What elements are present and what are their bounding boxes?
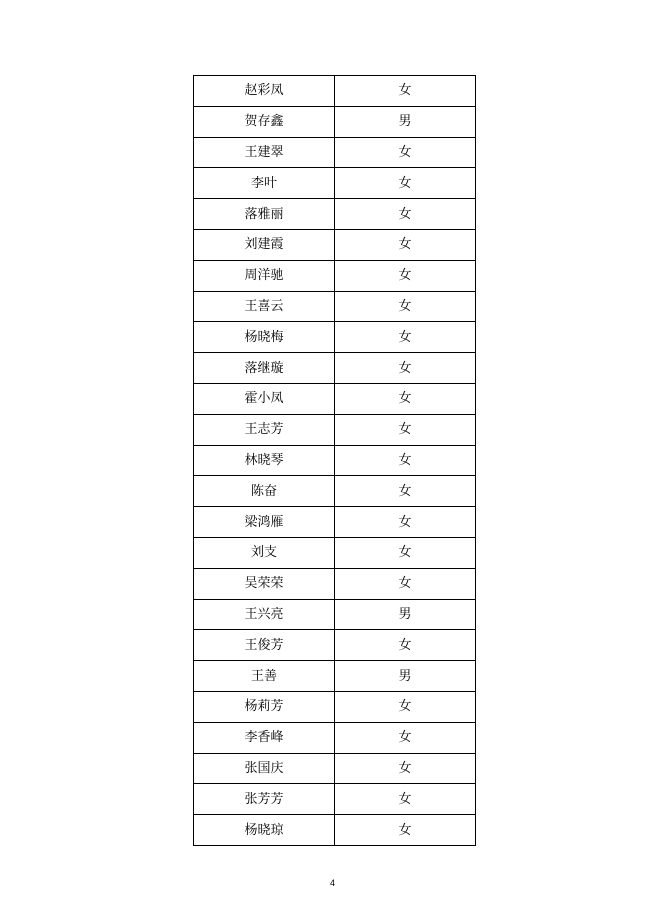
table-row	[194, 260, 476, 291]
gender-cell: 女	[335, 537, 476, 568]
gender-cell: 女	[335, 445, 476, 476]
gender-cell: 女	[335, 691, 476, 722]
name-cell: 周洋驰	[194, 260, 335, 291]
gender-cell: 女	[335, 199, 476, 230]
name-cell: 贺存鑫	[194, 106, 335, 137]
table-row	[194, 753, 476, 784]
table-row	[194, 229, 476, 260]
table-row	[194, 537, 476, 568]
name-cell: 杨莉芳	[194, 691, 335, 722]
table-row	[194, 784, 476, 815]
table-row	[194, 291, 476, 322]
gender-cell: 女	[335, 476, 476, 507]
name-cell: 王喜云	[194, 291, 335, 322]
roster-table	[193, 75, 476, 846]
table-row	[194, 599, 476, 630]
name-cell: 霍小凤	[194, 383, 335, 414]
table-row	[194, 414, 476, 445]
name-cell: 刘建霞	[194, 229, 335, 260]
roster-body	[194, 76, 476, 846]
name-cell: 杨晓梅	[194, 322, 335, 353]
gender-cell: 女	[335, 383, 476, 414]
gender-cell: 女	[335, 568, 476, 599]
gender-cell: 女	[335, 722, 476, 753]
page-number: 4	[329, 878, 335, 888]
name-cell: 王俊芳	[194, 630, 335, 661]
name-cell: 张芳芳	[194, 784, 335, 815]
table-row	[194, 507, 476, 538]
table-row	[194, 322, 476, 353]
gender-cell: 女	[335, 137, 476, 168]
gender-cell: 女	[335, 353, 476, 384]
name-cell: 王善	[194, 661, 335, 692]
gender-cell: 女	[335, 168, 476, 199]
name-cell: 刘支	[194, 537, 335, 568]
table-row	[194, 168, 476, 199]
table-row	[194, 630, 476, 661]
name-cell: 林晓琴	[194, 445, 335, 476]
gender-cell: 女	[335, 753, 476, 784]
gender-cell: 男	[335, 599, 476, 630]
gender-cell: 女	[335, 784, 476, 815]
name-cell: 梁鸿雁	[194, 507, 335, 538]
name-cell: 陈奋	[194, 476, 335, 507]
name-cell: 赵彩凤	[194, 76, 335, 107]
gender-cell: 女	[335, 815, 476, 846]
gender-cell: 男	[335, 106, 476, 137]
table-row	[194, 383, 476, 414]
gender-cell: 女	[335, 322, 476, 353]
gender-cell: 女	[335, 76, 476, 107]
name-cell: 李叶	[194, 168, 335, 199]
gender-cell: 女	[335, 630, 476, 661]
name-cell: 王兴亮	[194, 599, 335, 630]
name-cell: 张国庆	[194, 753, 335, 784]
table-row	[194, 353, 476, 384]
name-cell: 李香峰	[194, 722, 335, 753]
gender-cell: 女	[335, 507, 476, 538]
gender-cell: 女	[335, 260, 476, 291]
table-row	[194, 691, 476, 722]
table-row	[194, 568, 476, 599]
name-cell: 落雅丽	[194, 199, 335, 230]
gender-cell: 女	[335, 291, 476, 322]
name-cell: 王建翠	[194, 137, 335, 168]
table-row	[194, 476, 476, 507]
gender-cell: 女	[335, 229, 476, 260]
gender-cell: 女	[335, 414, 476, 445]
table-row	[194, 722, 476, 753]
table-row	[194, 199, 476, 230]
table-row	[194, 137, 476, 168]
table-row	[194, 106, 476, 137]
name-cell: 吴荣荣	[194, 568, 335, 599]
name-cell: 王志芳	[194, 414, 335, 445]
table-row	[194, 661, 476, 692]
table-row	[194, 76, 476, 107]
table-row	[194, 445, 476, 476]
gender-cell: 男	[335, 661, 476, 692]
table-row	[194, 815, 476, 846]
name-cell: 落继璇	[194, 353, 335, 384]
name-cell: 杨晓琼	[194, 815, 335, 846]
